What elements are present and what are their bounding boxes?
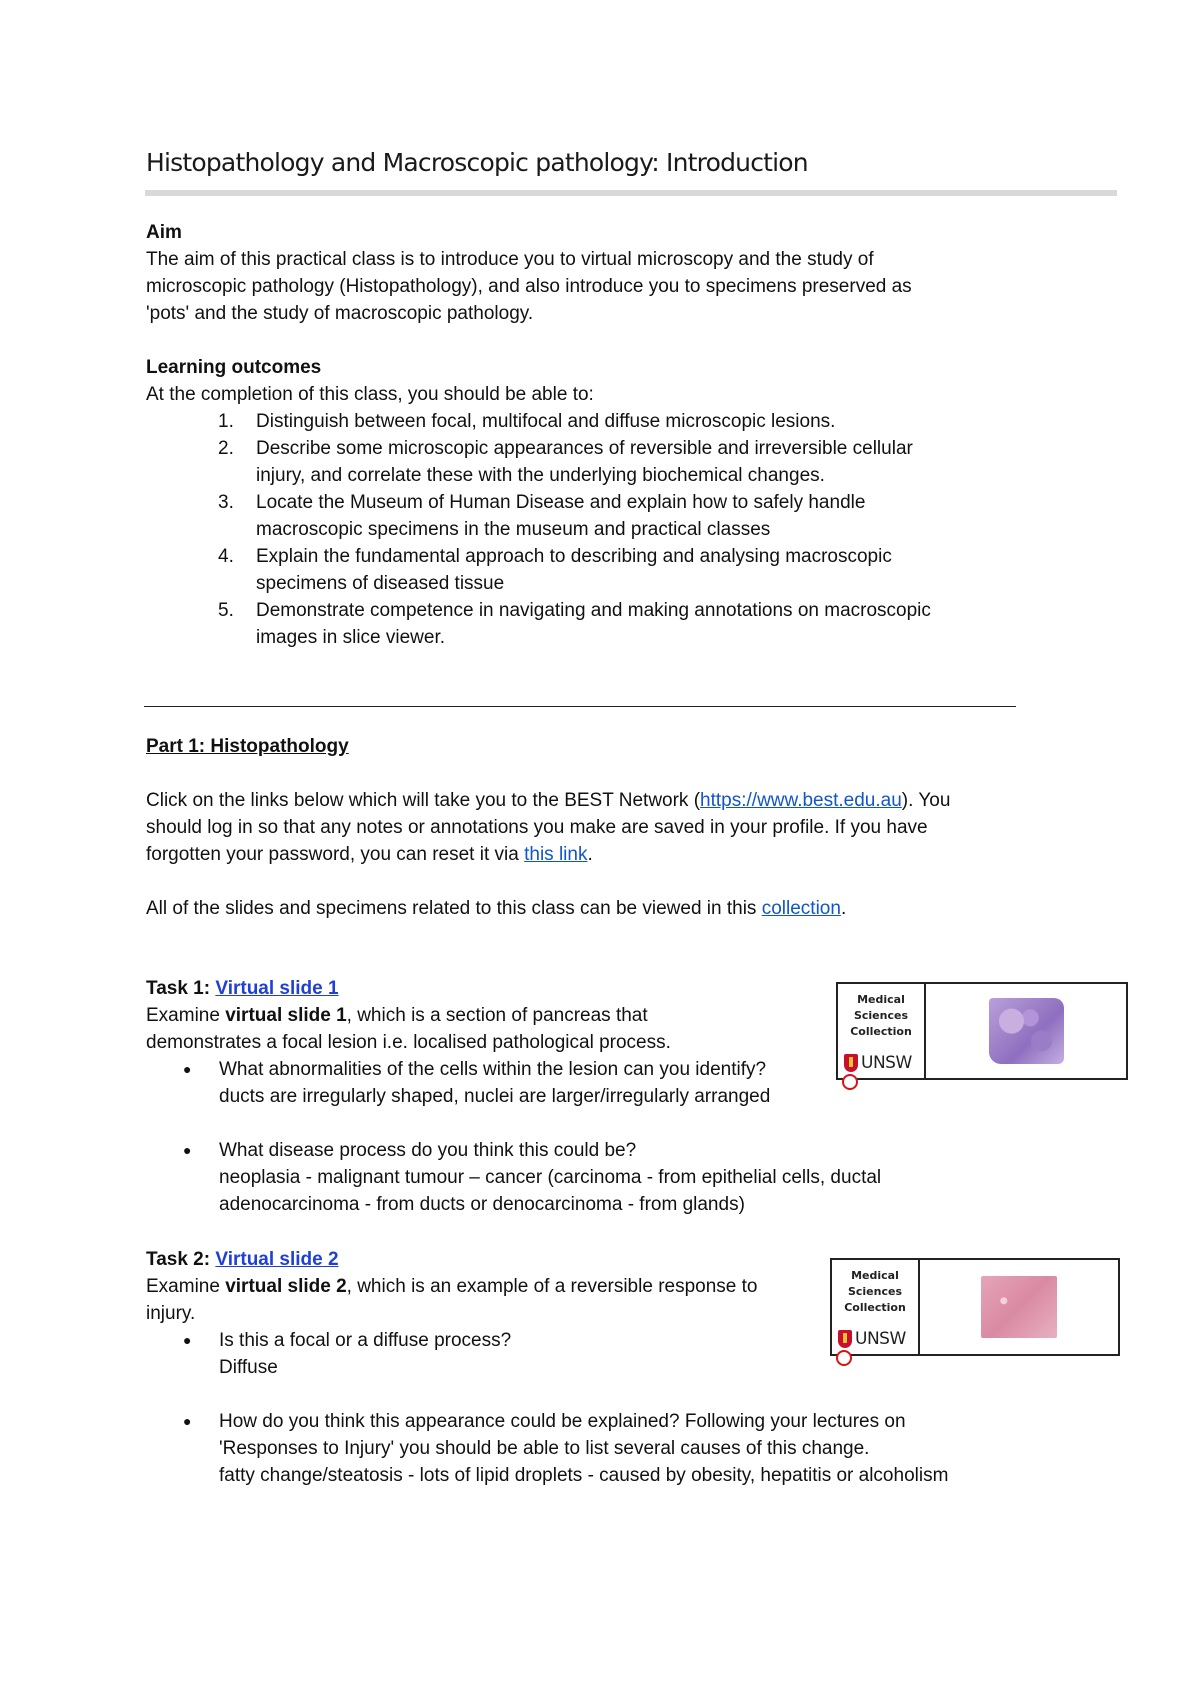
question-text: How do you think this appearance could be explained? Following your lectures on [219,1411,906,1432]
list-number: 1. [218,411,234,432]
outcomes-list [146,408,1046,651]
answer-text: neoplasia - malignant tumour – cancer (carcinoma - from epithelial cells, ductal [219,1167,882,1188]
task2-section [146,1246,949,1489]
list-text: Distinguish between focal, multifocal and diffuse microscopic lesions. [256,411,836,432]
slide-preview [926,984,1126,1078]
question-text: What disease process do you think this could be? [219,1140,637,1161]
aim-line: microscopic pathology (Histopathology), and also introduce you to specimens preserved as [146,276,912,297]
list-item [146,1137,906,1218]
task1-section [146,975,906,1218]
list-item [146,1408,1149,1489]
unsw-crest-icon [838,1330,852,1348]
task2-desc: Examine virtual slide 2, which is an example of a reversible response to [146,1276,758,1297]
virtual-slide-1-link[interactable]: Virtual slide 1 [215,978,339,999]
answer-text: ducts are irregularly shaped, nuclei are larger/irregularly arranged [219,1086,771,1107]
bullet-icon: ● [183,1061,192,1077]
list-item [146,408,1046,435]
link-badge-icon [842,1074,858,1090]
list-text: specimens of diseased tissue [256,573,505,594]
part1-intro-line: should log in so that any notes or annotations you make are saved in your profile. If you have [146,817,928,838]
part1-heading: Part 1: Histopathology [146,736,349,757]
reset-password-link[interactable]: this link [524,844,588,865]
list-item [146,489,1046,543]
question-text: Is this a focal or a diffuse process? [219,1330,512,1351]
list-number: 5. [218,600,234,621]
question-text: What abnormalities of the cells within the lesion can you identify? [219,1059,767,1080]
link-badge-icon [836,1350,852,1366]
best-network-link[interactable]: https://www.best.edu.au [700,790,902,811]
medical-sciences-collection-logo: Medical Sciences Collection UNSW [832,1260,920,1354]
task1-heading: Task 1: Virtual slide 1 [146,978,339,999]
learning-outcomes-heading: Learning outcomes [146,357,322,378]
bullet-icon: ● [183,1142,192,1158]
list-item [146,1056,906,1110]
answer-text: 'Responses to Injury' you should be able to list several causes of this change. [219,1438,870,1459]
virtual-slide-2-link[interactable]: Virtual slide 2 [215,1249,339,1270]
list-item [146,1327,926,1381]
answer-text: adenocarcinoma - from ducts or denocarcinoma - from glands) [219,1194,745,1215]
task2-heading: Task 2: Virtual slide 2 [146,1249,339,1270]
task1-questions [146,1056,906,1218]
aim-line: The aim of this practical class is to introduce you to virtual microscopy and the study of [146,249,874,270]
title-divider [145,190,1117,196]
bullet-icon: ● [183,1413,192,1429]
aim-heading: Aim [146,222,182,243]
list-number: 3. [218,492,234,513]
learning-outcomes-intro: At the completion of this class, you should be able to: [146,384,594,405]
list-text: Explain the fundamental approach to describing and analysing macroscopic [256,546,892,567]
collection-line: All of the slides and specimens related to this class can be viewed in this collection. [146,898,847,919]
part1-section [146,733,1046,922]
answer-text: Diffuse [219,1357,278,1378]
task1-desc: Examine virtual slide 1, which is a section of pancreas that [146,1005,648,1026]
list-text: injury, and correlate these with the underlying biochemical changes. [256,465,825,486]
section-divider [144,706,1016,707]
task1-desc: demonstrates a focal lesion i.e. localised pathological process. [146,1032,671,1053]
liver-tissue-image [981,1276,1057,1338]
part1-intro-line: Click on the links below which will take you to the BEST Network (https://www.best.edu.au). You [146,790,951,811]
list-number: 4. [218,546,234,567]
list-item [146,435,1046,489]
page-title: Histopathology and Macroscopic pathology: Introduction [146,148,808,177]
answer-text: fatty change/steatosis - lots of lipid droplets - caused by obesity, hepatitis or alcoholism [219,1465,949,1486]
slide-preview [920,1260,1118,1354]
virtual-slide-1-thumbnail[interactable] [836,982,1128,1080]
collection-link[interactable]: collection [761,898,841,919]
list-item [146,597,1046,651]
list-text: Describe some microscopic appearances of reversible and irreversible cellular [256,438,913,459]
bullet-icon: ● [183,1332,192,1348]
pancreas-tissue-image [989,998,1064,1064]
list-text: macroscopic specimens in the museum and practical classes [256,519,771,540]
list-text: Demonstrate competence in navigating and making annotations on macroscopic [256,600,931,621]
task2-desc: injury. [146,1303,196,1324]
aim-line: 'pots' and the study of macroscopic pathology. [146,303,534,324]
learning-outcomes-section [146,354,1046,651]
task2-questions [146,1327,949,1489]
aim-section [146,219,1046,327]
part1-intro-line: forgotten your password, you can reset it via this link. [146,844,593,865]
list-item [146,543,1046,597]
list-text: images in slice viewer. [256,627,446,648]
medical-sciences-collection-logo: Medical Sciences Collection UNSW [838,984,926,1078]
list-number: 2. [218,438,234,459]
unsw-crest-icon [844,1054,858,1072]
virtual-slide-2-thumbnail[interactable] [830,1258,1120,1356]
list-text: Locate the Museum of Human Disease and explain how to safely handle [256,492,866,513]
